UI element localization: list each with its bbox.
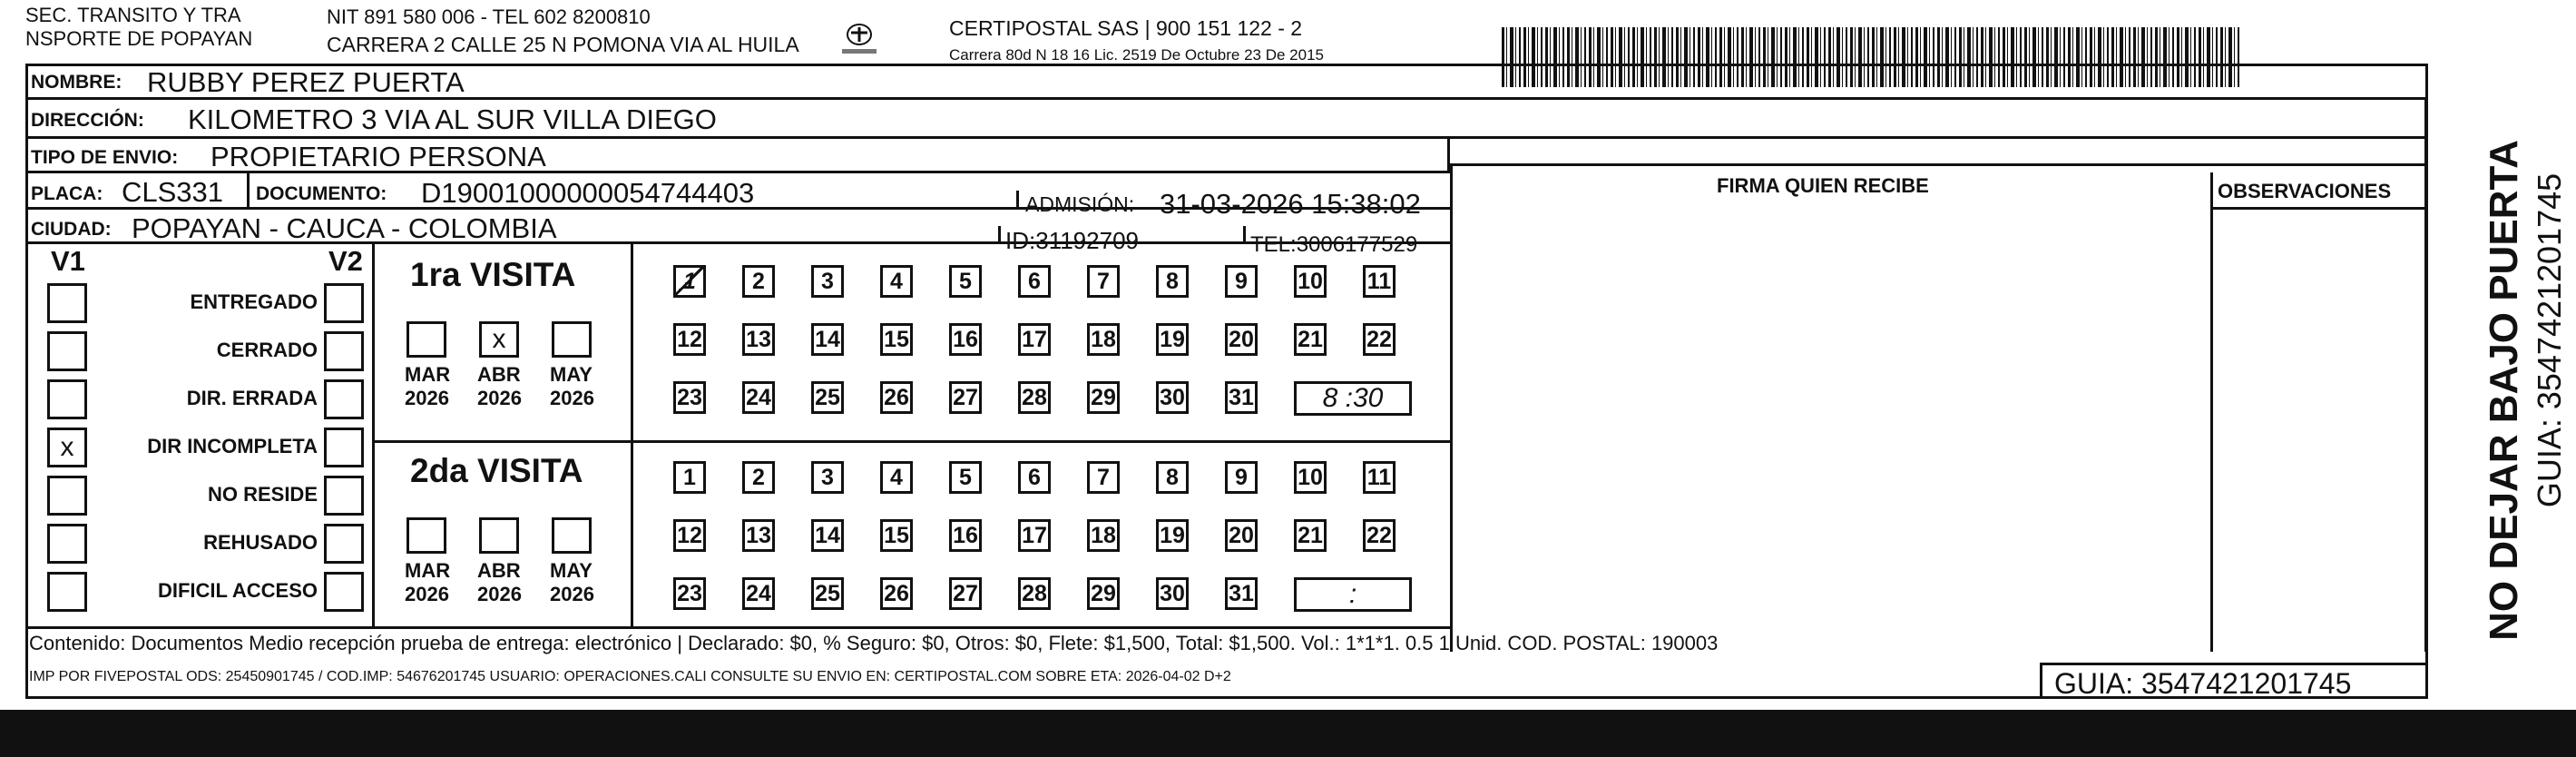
admision-label: ADMISIÓN: bbox=[1025, 192, 1135, 216]
signature-divider-left bbox=[1450, 163, 1453, 652]
year-label: 2026 bbox=[405, 583, 449, 605]
month-label: MAR bbox=[405, 363, 451, 386]
certipostal-logo-icon bbox=[838, 18, 880, 60]
day-box[interactable]: 26 bbox=[880, 381, 913, 414]
month-checkbox[interactable] bbox=[552, 517, 592, 554]
month-label: MAY bbox=[550, 559, 593, 582]
day-box[interactable]: 22 bbox=[1363, 323, 1396, 356]
month-label: MAR bbox=[405, 559, 451, 582]
signature-header-rule bbox=[1450, 163, 2428, 166]
no-dejar-bajo-puerta-text: NO DEJAR BAJO PUERTA bbox=[2482, 140, 2526, 641]
reason-label: REHUSADO bbox=[203, 531, 318, 554]
time-box[interactable]: : bbox=[1294, 577, 1412, 612]
day-box[interactable]: 18 bbox=[1087, 323, 1120, 356]
reason-label: DIFICIL ACCESO bbox=[157, 579, 318, 602]
day-box[interactable]: 29 bbox=[1087, 577, 1120, 610]
day-box[interactable]: 5 bbox=[949, 461, 982, 494]
day-box[interactable]: 5 bbox=[949, 265, 982, 298]
placa-value: CLS331 bbox=[122, 176, 224, 208]
day-box[interactable]: 20 bbox=[1225, 519, 1258, 552]
visit-title: 2da VISITA bbox=[410, 452, 583, 489]
v2-checkbox[interactable] bbox=[324, 572, 364, 612]
v2-checkbox[interactable] bbox=[324, 379, 364, 419]
day-box[interactable]: 4 bbox=[880, 461, 913, 494]
month-checkbox[interactable]: x bbox=[479, 321, 519, 358]
day-box[interactable]: 13 bbox=[742, 323, 775, 356]
nombre-label: NOMBRE: bbox=[31, 72, 122, 93]
day-box[interactable]: 21 bbox=[1294, 519, 1327, 552]
day-box[interactable]: 21 bbox=[1294, 323, 1327, 356]
day-box[interactable]: 15 bbox=[880, 519, 913, 552]
tipo-value: PROPIETARIO PERSONA bbox=[211, 141, 546, 172]
reason-label: CERRADO bbox=[216, 339, 318, 361]
day-box[interactable]: 9 bbox=[1225, 461, 1258, 494]
v2-checkbox[interactable] bbox=[324, 476, 364, 516]
day-box[interactable]: 11 bbox=[1363, 461, 1396, 494]
day-box[interactable]: 12 bbox=[673, 519, 706, 552]
day-box[interactable]: 15 bbox=[880, 323, 913, 356]
day-box[interactable]: 8 bbox=[1156, 461, 1189, 494]
company-sub: Carrera 80d N 18 16 Lic. 2519 De Octubre 23 De 2015 bbox=[949, 46, 1324, 64]
documento-value: D19001000000054744403 bbox=[421, 177, 755, 209]
observaciones-label: OBSERVACIONES bbox=[2218, 180, 2392, 202]
v2-checkbox[interactable] bbox=[324, 283, 364, 323]
day-box[interactable]: 7 bbox=[1087, 461, 1120, 494]
day-box[interactable]: 16 bbox=[949, 323, 982, 356]
divider-placa bbox=[247, 173, 250, 210]
divider-admision bbox=[1016, 191, 1019, 210]
vertical-rule-right bbox=[2424, 100, 2427, 652]
v2-checkbox[interactable] bbox=[324, 428, 364, 467]
signature-divider-mid bbox=[2210, 172, 2213, 652]
day-box[interactable]: 6 bbox=[1018, 265, 1051, 298]
day-box[interactable]: 17 bbox=[1018, 519, 1051, 552]
guia-footer: GUIA: 3547421201745 bbox=[2054, 667, 2352, 700]
day-box[interactable]: 22 bbox=[1363, 519, 1396, 552]
day-box[interactable]: 26 bbox=[880, 577, 913, 610]
admision-value: 31-03-2026 15:38:02 bbox=[1160, 188, 1421, 220]
day-box[interactable]: 3 bbox=[811, 265, 844, 298]
imp-line: IMP POR FIVEPOSTAL ODS: 25450901745 / COD.IMP: 54676201745 USUARIO: OPERACIONES.CALI CONSULTE SU ENVIO EN: CERTIPOSTAL.COM SOBRE ETA: 2026-04-02 D+2 bbox=[29, 669, 1231, 684]
day-box[interactable]: 19 bbox=[1156, 519, 1189, 552]
documento-label: DOCUMENTO: bbox=[256, 183, 387, 204]
visit-left-rule bbox=[631, 244, 633, 626]
year-label: 2026 bbox=[477, 583, 522, 605]
tel-label: TEL:3006177529 bbox=[1250, 232, 1418, 257]
signature-header-rule-2 bbox=[2210, 207, 2428, 210]
day-box[interactable]: 10 bbox=[1294, 265, 1327, 298]
day-box[interactable]: 7 bbox=[1087, 265, 1120, 298]
reason-label: DIR INCOMPLETA bbox=[147, 435, 318, 457]
ciudad-value: POPAYAN - CAUCA - COLOMBIA bbox=[132, 212, 557, 244]
side-guia-text: GUIA: 3547421201745 bbox=[2531, 172, 2568, 508]
tipo-label: TIPO DE ENVIO: bbox=[31, 147, 179, 168]
company-line: CERTIPOSTAL SAS | 900 151 122 - 2 bbox=[949, 16, 1303, 40]
day-box[interactable]: 24 bbox=[742, 577, 775, 610]
day-box[interactable]: 1 bbox=[673, 461, 706, 494]
day-box[interactable]: 16 bbox=[949, 519, 982, 552]
issuer-line-1: SEC. TRANSITO Y TRA bbox=[25, 4, 241, 26]
day-box[interactable]: 2 bbox=[742, 265, 775, 298]
day-box[interactable]: 14 bbox=[811, 519, 844, 552]
reason-label: DIR. ERRADA bbox=[186, 387, 318, 409]
day-box[interactable]: 17 bbox=[1018, 323, 1051, 356]
day-box[interactable]: 1 bbox=[673, 265, 706, 298]
day-box[interactable]: 30 bbox=[1156, 577, 1189, 610]
day-box[interactable]: 30 bbox=[1156, 381, 1189, 414]
firma-label: FIRMA QUIEN RECIBE bbox=[1717, 174, 1929, 197]
placa-label: PLACA: bbox=[31, 183, 103, 204]
ciudad-label: CIUDAD: bbox=[31, 219, 112, 240]
visit-mid-rule bbox=[375, 440, 1450, 443]
month-label: MAY bbox=[550, 363, 593, 386]
day-box[interactable]: 31 bbox=[1225, 381, 1258, 414]
address-line: CARRERA 2 CALLE 25 N POMONA VIA AL HUILA bbox=[327, 33, 799, 56]
month-checkbox[interactable] bbox=[552, 321, 592, 358]
day-box[interactable]: 10 bbox=[1294, 461, 1327, 494]
day-box[interactable]: 20 bbox=[1225, 323, 1258, 356]
day-box[interactable]: 11 bbox=[1363, 265, 1396, 298]
day-box[interactable]: 6 bbox=[1018, 461, 1051, 494]
direccion-value: KILOMETRO 3 VIA AL SUR VILLA DIEGO bbox=[188, 103, 717, 135]
day-box[interactable]: 27 bbox=[949, 381, 982, 414]
month-checkbox[interactable] bbox=[406, 321, 446, 358]
day-box[interactable]: 27 bbox=[949, 577, 982, 610]
year-label: 2026 bbox=[550, 583, 594, 605]
year-label: 2026 bbox=[405, 387, 449, 409]
day-box[interactable]: 23 bbox=[673, 381, 706, 414]
time-box[interactable]: 8 :30 bbox=[1294, 381, 1412, 416]
reasons-right-rule bbox=[372, 244, 375, 626]
day-box[interactable]: 25 bbox=[811, 577, 844, 610]
day-box[interactable]: 9 bbox=[1225, 265, 1258, 298]
month-label: ABR bbox=[477, 363, 521, 386]
year-label: 2026 bbox=[550, 387, 594, 409]
day-box[interactable]: 19 bbox=[1156, 323, 1189, 356]
nit-line: NIT 891 580 006 - TEL 602 8200810 bbox=[327, 5, 651, 28]
day-box[interactable]: 31 bbox=[1225, 577, 1258, 610]
day-box[interactable]: 14 bbox=[811, 323, 844, 356]
day-box[interactable]: 18 bbox=[1087, 519, 1120, 552]
reasons-bottom-rule bbox=[25, 626, 1450, 629]
v1-checkbox[interactable]: x bbox=[47, 428, 87, 467]
day-box[interactable]: 29 bbox=[1087, 381, 1120, 414]
nombre-value: RUBBY PEREZ PUERTA bbox=[147, 66, 465, 98]
day-box[interactable]: 4 bbox=[880, 265, 913, 298]
reason-label: NO RESIDE bbox=[207, 483, 318, 506]
id-label: ID:31192709 bbox=[1005, 227, 1139, 254]
year-label: 2026 bbox=[477, 387, 522, 409]
contenido-line: Contenido: Documentos Medio recepción prueba de entrega: electrónico | Declarado: $0, % Seguro: $0, Otros: $0, Flete: $1,500, Total: $1,500. Vol.: 1*1*1. 0.5 1 Unid. COD. POSTAL: 190003 bbox=[29, 632, 1719, 654]
day-box[interactable]: 12 bbox=[673, 323, 706, 356]
day-box[interactable]: 2 bbox=[742, 461, 775, 494]
v1-label: V1 bbox=[51, 245, 85, 277]
day-box[interactable]: 13 bbox=[742, 519, 775, 552]
day-box[interactable]: 24 bbox=[742, 381, 775, 414]
v2-label: V2 bbox=[328, 245, 363, 277]
v2-checkbox[interactable] bbox=[324, 331, 364, 371]
visit-title: 1ra VISITA bbox=[410, 256, 576, 293]
bottom-band bbox=[0, 710, 2576, 757]
divider-id bbox=[998, 226, 1001, 244]
reason-label: ENTREGADO bbox=[190, 290, 318, 313]
day-box[interactable]: 28 bbox=[1018, 577, 1051, 610]
month-checkbox[interactable] bbox=[406, 517, 446, 554]
divider-tel bbox=[1243, 226, 1246, 244]
day-box[interactable]: 25 bbox=[811, 381, 844, 414]
direccion-label: DIRECCIÓN: bbox=[31, 110, 144, 131]
day-box[interactable]: 28 bbox=[1018, 381, 1051, 414]
month-label: ABR bbox=[477, 559, 521, 582]
day-box[interactable]: 8 bbox=[1156, 265, 1189, 298]
v2-checkbox[interactable] bbox=[324, 524, 364, 564]
day-box[interactable]: 3 bbox=[811, 461, 844, 494]
month-checkbox[interactable] bbox=[479, 517, 519, 554]
issuer-line-2: NSPORTE DE POPAYAN bbox=[25, 27, 253, 50]
day-box[interactable]: 23 bbox=[673, 577, 706, 610]
